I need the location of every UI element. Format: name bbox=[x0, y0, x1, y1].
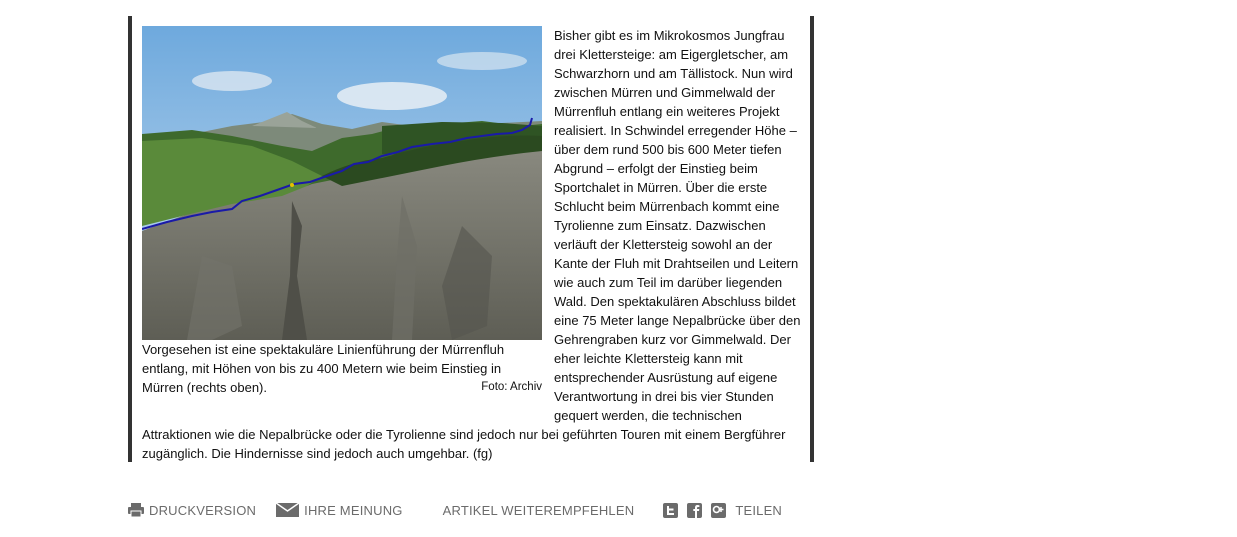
article-figure bbox=[142, 26, 542, 397]
recommend-button[interactable] bbox=[443, 503, 635, 518]
photo-credit: Foto: Archiv bbox=[481, 381, 542, 393]
share-label: TEILEN bbox=[735, 502, 783, 518]
facebook-button[interactable] bbox=[687, 503, 702, 518]
envelope-icon bbox=[276, 503, 299, 517]
article-toolbar bbox=[128, 500, 782, 520]
article-body-column: Bisher gibt es im Mikrokosmos Jungfrau drei Klettersteige: am Eigergletscher, am Schwarzhorn und am Tällistock. Nun wird zwischen Mürren und Gimmelwald der Mürrenfluh entlang ein weiteres Projekt realisiert. In Schwindel erregender Höhe – über dem rund 500 bis 600 Meter tiefen Abgrund – erfolgt der Einstieg beim Sportchalet in Mürren. Über die erste Schlucht beim Mürrenbach kommt eine Tyrolienne zum Einsatz. Dazwischen verläuft der Klettersteig sowohl an der Kante der Fluh mit Drahtseilen und Leitern wie auch zum Teil im darüber liegenden Wald. Den spektakulären Abschluss bildet eine 75 Meter lange Nepalbrücke über den Gehrengraben kurz vor Gimmelwald. Der eher leichte Klettersteig kann mit entsprechender Ausrüstung auf eigene Verantwortung in drei bis vier Stunden gequert werden, die technischen bbox=[554, 28, 801, 423]
facebook-icon bbox=[687, 503, 702, 518]
twitter-button[interactable] bbox=[663, 503, 678, 518]
article-box bbox=[128, 16, 814, 462]
printer-icon bbox=[128, 503, 144, 517]
article-body-continued: Attraktionen wie die Nepalbrücke oder die Tyrolienne sind jedoch nur bei geführten Touren mit einem Bergführer zugänglich. Die Hindernisse sind jedoch auch umgehbar. (fg) bbox=[142, 427, 786, 461]
google-plus-icon bbox=[711, 503, 726, 518]
print-label: DRUCKVERSION bbox=[149, 502, 257, 518]
caption-text: Vorgesehen ist eine spektakuläre Linienführung der Mürrenfluh entlang, mit Höhen von bis zu 400 Metern wie beim Einstieg in Mürren (rechts oben). bbox=[142, 342, 505, 395]
image-caption bbox=[142, 340, 542, 397]
twitter-icon bbox=[663, 503, 678, 518]
opinion-button[interactable] bbox=[276, 503, 402, 518]
share-button[interactable] bbox=[735, 503, 782, 518]
recommend-label: ARTIKEL WEITEREMPFEHLEN bbox=[442, 502, 635, 518]
google-plus-button[interactable] bbox=[711, 503, 726, 518]
article-photo bbox=[142, 26, 542, 340]
print-button[interactable] bbox=[128, 503, 256, 518]
opinion-label: IHRE MEINUNG bbox=[304, 502, 403, 518]
